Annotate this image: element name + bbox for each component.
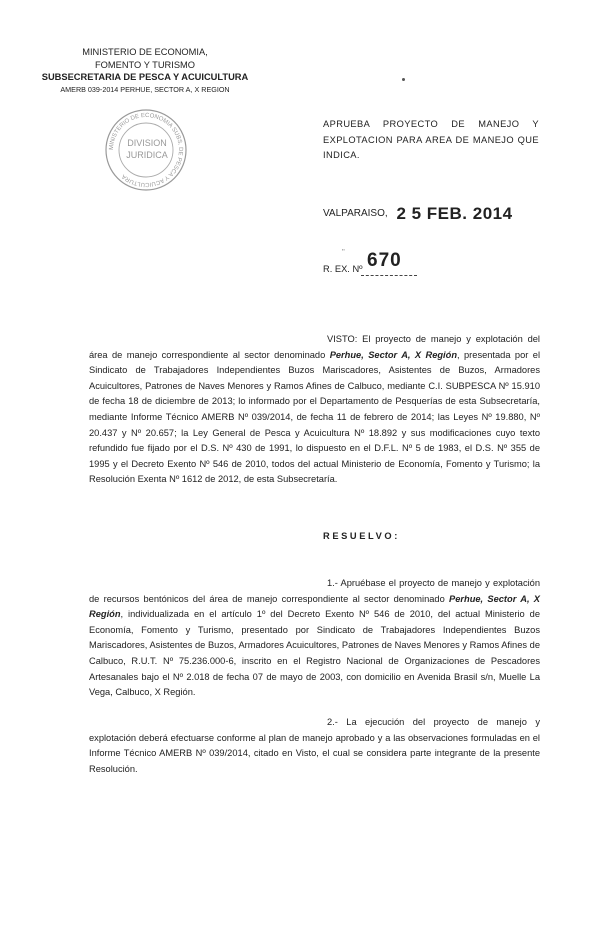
- letterhead: [40, 46, 250, 96]
- resolution-number-block: [323, 250, 402, 274]
- visto-body: , presentada por el Sindicato de Trabajadores Independientes Buzos Mariscadores, Asistentes de Buzos, Armadores Acuicultores, Patrones de Naves Menores y Ramos Afines de Calbuco, mediante C.I. SUBPESCA Nº 15.910 de fecha 18 de diciembre de 2013; lo informado por el Departamento de Pesquerías de esta Subsecretaría, mediante Informe Técnico AMERB Nº 039/2014, de fecha 11 de febrero de 2014; las Leyes Nº 19.880, Nº 20.437 y Nº 20.657; la Ley General de Pesca y Acuicultura Nº 18.892 y sus modificaciones cuyo texto refundido fue fijado por el D.S. Nº 430 de 1991, lo dispuesto en el D.F.L. Nº 5 de 1983, el D.S. Nº 355 de 1995 y el Decreto Exento Nº 546 de 2010, todos del actual Ministerio de Economía, Fomento y Turismo; la Resolución Exenta Nº 1612 de 2012, de esta Subsecretaría.: [89, 349, 541, 485]
- article-2-text: 2.- La ejecución del proyecto de manejo y explotación deberá efectuarse conforme al plan de manejo aprobado y a las observaciones formuladas en el Informe Técnico AMERB Nº 039/2014, citado en Visto, el cual se considera parte integrante de la presente Resolución.: [89, 717, 540, 774]
- ministry-name-2: FOMENTO Y TURISMO: [94, 59, 196, 70]
- article-2: [89, 715, 540, 777]
- visto-sector: Perhue, Sector A, X Región: [329, 349, 458, 360]
- ministry-name: MINISTERIO DE ECONOMIA,: [82, 47, 208, 57]
- article-1: [89, 576, 540, 701]
- resolution-subject: APRUEBA PROYECTO DE MANEJO Y EXPLOTACION PARA AREA DE MANEJO QUE INDICA.: [323, 119, 539, 160]
- tick-marks: '': [342, 249, 345, 256]
- visto-intro: VISTO: El proyecto de manejo y explotación del área de manejo correspondiente al sector denominado: [89, 334, 540, 360]
- speck: [402, 78, 405, 81]
- number-underline: [361, 275, 417, 276]
- resolution-label: R. EX. Nº: [323, 264, 363, 274]
- stamp-ring-text: MINISTERIO DE ECONOMIA SUBS. DE PESCA Y ACUICULTURA: [108, 112, 184, 188]
- date-stamp: 2 5 FEB. 2014: [396, 204, 513, 223]
- article-1-sector: Perhue, Sector A, X Región: [89, 593, 540, 620]
- city: VALPARAISO,: [323, 208, 388, 219]
- subsecretaria-name: SUBSECRETARIA DE PESCA Y ACUICULTURA: [41, 72, 249, 82]
- resolution-number: 670: [367, 250, 402, 271]
- division-juridica-stamp: [104, 108, 188, 192]
- place-and-date: [323, 204, 513, 224]
- stamp-line-2: JURIDICA: [126, 150, 168, 160]
- article-1-body: , individualizada en el artículo 1º del Decreto Exento Nº 546 de 2010, del actual Ministerio de Economía, Fomento y Turismo, presentado por Sindicato de Trabajadores Independientes Buzos Mariscadores, Asistentes de Buzos, Armadores Acuicultores, Patrones de Naves Menores y Ramos Afines de Calbuco, R.U.T. Nº 75.236.000-6, inscrito en el Registro Nacional de Organizaciones de Pescadores Artesanales bajo el Nº 2.018 de fecha 07 de mayo de 2003, con domicilio en Avenida Brasil s/n, Muelle La Vega, Calbuco, X Región.: [89, 609, 540, 698]
- stamp-line-1: DIVISION: [127, 138, 167, 148]
- visto-paragraph: [89, 332, 540, 488]
- article-1-intro: 1.- Apruébase el proyecto de manejo y explotación de recursos bentónicos del área de manejo correspondiente al sector denominado: [89, 578, 540, 604]
- resuelvo-heading: RESUELVO:: [323, 531, 400, 541]
- file-reference: AMERB 039-2014 PERHUE, SECTOR A, X REGION: [60, 84, 230, 94]
